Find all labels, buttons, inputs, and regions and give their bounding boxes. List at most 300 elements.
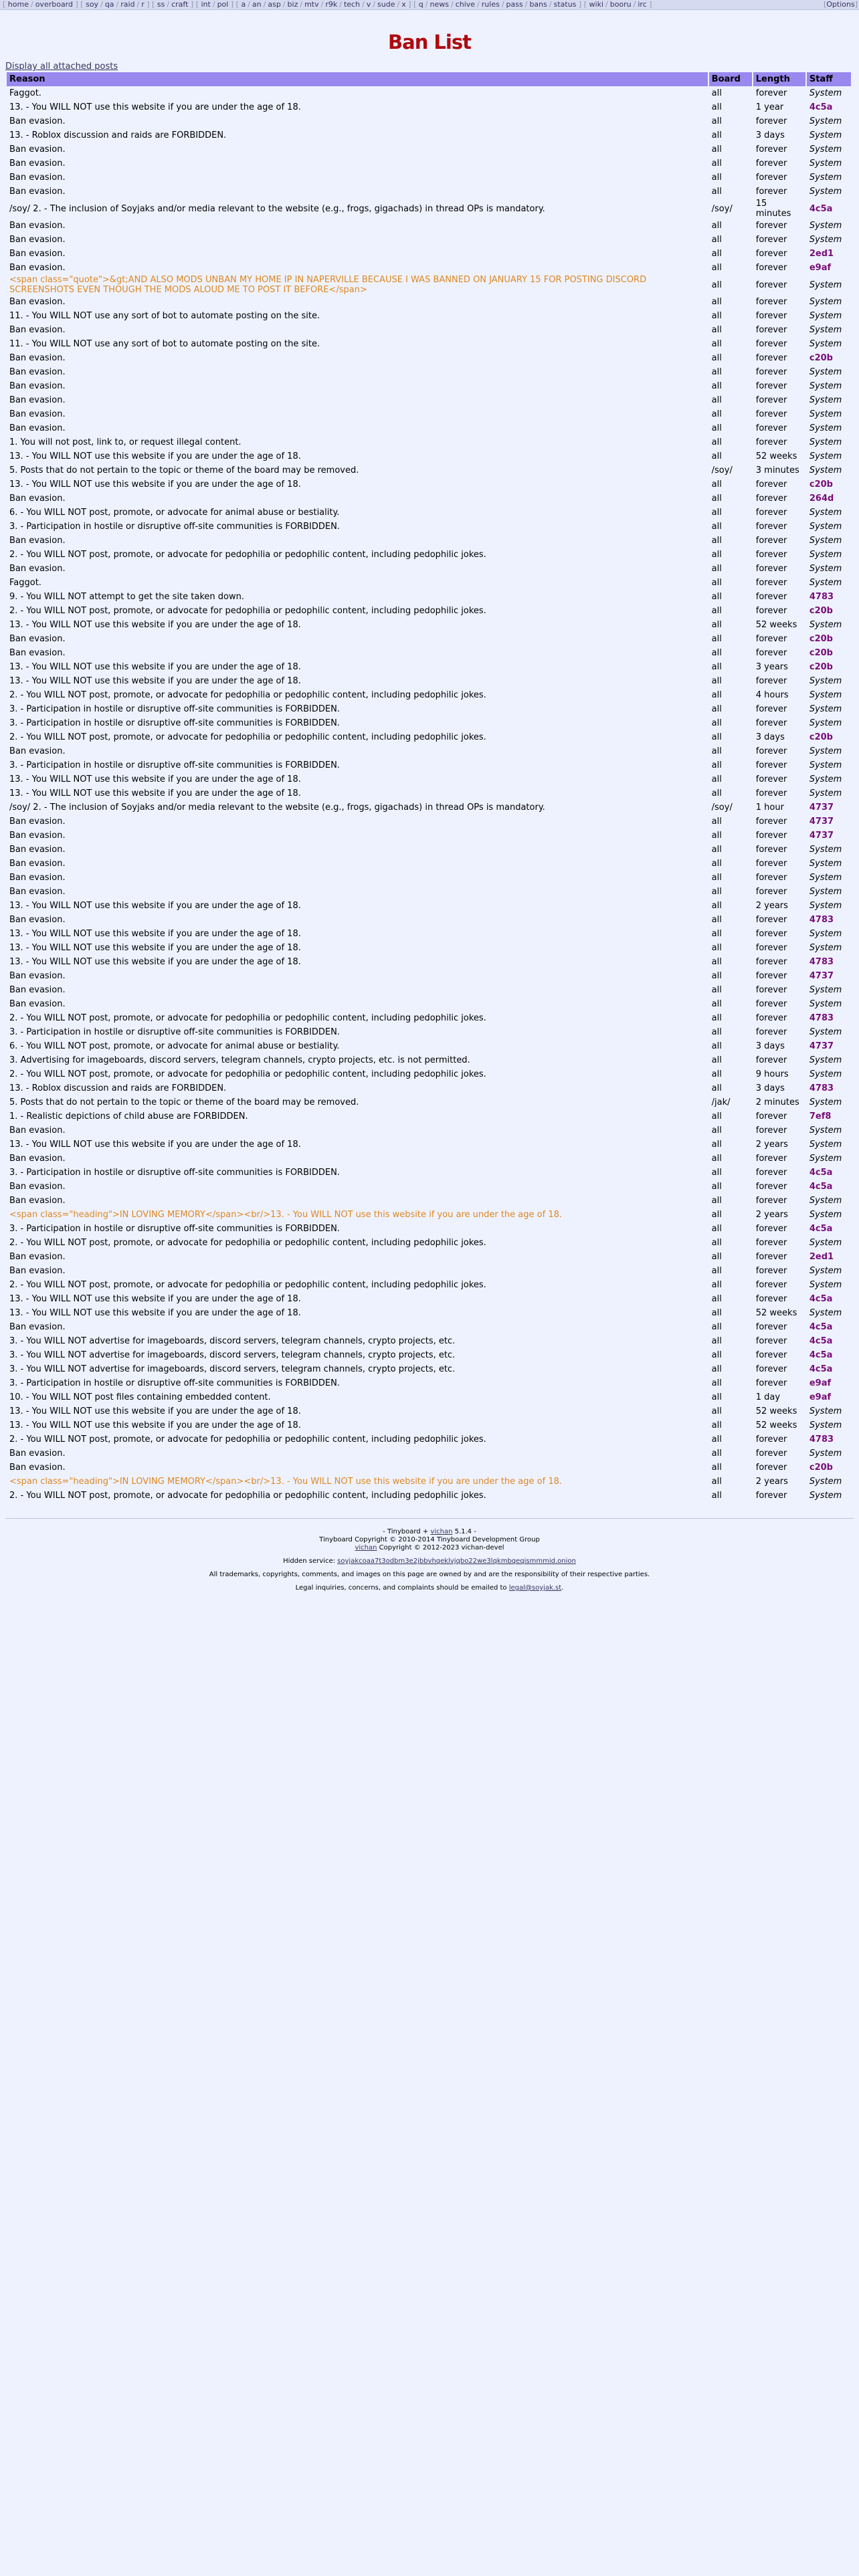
ban-reason: 3. - You WILL NOT advertise for imageboards, discord servers, telegram channels, crypto projects, etc. xyxy=(9,1350,456,1360)
vichan-devel-link[interactable]: vichan xyxy=(355,1544,377,1551)
ban-staff: System xyxy=(809,423,842,433)
options-link[interactable]: Options xyxy=(826,0,855,9)
ban-board: all xyxy=(711,102,722,112)
legal-prefix: Legal inquiries, concerns, and complaints should be emailed to xyxy=(295,1584,507,1592)
ban-reason: 2. - You WILL NOT post, promote, or advocate for pedophilia or pedophilic content, including pedophilic jokes. xyxy=(9,606,486,616)
ban-length: forever xyxy=(755,339,787,349)
ban-board: all xyxy=(711,1322,722,1332)
nav-link-status[interactable]: status xyxy=(553,0,577,9)
table-row xyxy=(7,449,851,463)
ban-reason: 3. - Participation in hostile or disruptive off-site communities is FORBIDDEN. xyxy=(9,718,340,728)
ban-staff: e9af xyxy=(809,1392,832,1402)
ban-staff: System xyxy=(809,88,842,98)
ban-staff: System xyxy=(809,1491,842,1501)
ban-reason: Ban evasion. xyxy=(9,1125,66,1136)
ban-staff: System xyxy=(809,221,842,231)
board-navigation xyxy=(3,0,652,9)
ban-reason: 3. - Participation in hostile or disruptive off-site communities is FORBIDDEN. xyxy=(9,704,340,714)
ban-reason: 13. - You WILL NOT use this website if you are under the age of 18. xyxy=(9,1140,301,1150)
ban-reason: <span class="quote">&gt;AND ALSO MODS UNBAN MY HOME IP IN NAPERVILLE BECAUSE I WAS BANNED ON JANUARY 15 FOR POSTING DISCORD SCREENSHOTS EVEN THOUGH THE MODS ALOUD ME TO POST IT BEFORE</span> xyxy=(9,275,647,295)
nav-link-qa[interactable]: qa xyxy=(104,0,114,9)
ban-reason: 13. - You WILL NOT use this website if you are under the age of 18. xyxy=(9,901,301,911)
ban-length: forever xyxy=(755,634,787,644)
ban-staff: 4c5a xyxy=(809,1350,833,1360)
ban-board: all xyxy=(711,957,722,967)
ban-board: all xyxy=(711,1350,722,1360)
ban-length: forever xyxy=(755,1252,787,1262)
ban-staff: System xyxy=(809,676,842,686)
ban-board: all xyxy=(711,1069,722,1079)
ban-length: 3 days xyxy=(755,130,785,140)
ban-reason: Ban evasion. xyxy=(9,1252,66,1262)
ban-board: all xyxy=(711,1111,722,1121)
ban-board: all xyxy=(711,901,722,911)
nav-link-a[interactable]: a xyxy=(241,0,246,9)
ban-reason: 13. - You WILL NOT use this website if you are under the age of 18. xyxy=(9,102,301,112)
table-row xyxy=(7,843,851,857)
table-row xyxy=(7,1109,851,1123)
table-row xyxy=(7,1320,851,1334)
ban-reason: Ban evasion. xyxy=(9,187,66,197)
table-row xyxy=(7,1432,851,1446)
ban-board: all xyxy=(711,676,722,686)
ban-reason: Ban evasion. xyxy=(9,1154,66,1164)
ban-board: all xyxy=(711,423,722,433)
ban-staff: System xyxy=(809,718,842,728)
table-row xyxy=(7,646,851,660)
ban-length: forever xyxy=(755,423,787,433)
ban-length: forever xyxy=(755,1013,787,1023)
ban-length: 3 days xyxy=(755,732,785,742)
trademark-notice: All trademarks, copyrights, comments, and images on this page are owned by and are the responsibility of their respective parties. xyxy=(209,1571,650,1578)
ban-length: forever xyxy=(755,1378,787,1388)
nav-group: [ a / an / asp / biz / mtv / r9k / tech / v / sude / x ] xyxy=(235,0,413,9)
ban-staff: System xyxy=(809,774,842,784)
nav-link-r[interactable]: r xyxy=(141,0,145,9)
ban-length: 3 minutes xyxy=(755,465,799,475)
nav-link-ss[interactable]: ss xyxy=(157,0,165,9)
ban-reason: Ban evasion. xyxy=(9,817,66,827)
ban-staff: 4c5a xyxy=(809,1322,833,1332)
ban-board: all xyxy=(711,746,722,756)
table-row xyxy=(7,758,851,772)
ban-board: all xyxy=(711,1083,722,1093)
ban-board: all xyxy=(711,494,722,504)
nav-link-sude[interactable]: sude xyxy=(377,0,395,9)
ban-length: forever xyxy=(755,116,787,126)
ban-staff: System xyxy=(809,985,842,995)
ban-board: all xyxy=(711,339,722,349)
ban-staff: System xyxy=(809,395,842,405)
ban-reason: 3. - Participation in hostile or disruptive off-site communities is FORBIDDEN. xyxy=(9,1168,340,1178)
nav-link-chive[interactable]: chive xyxy=(455,0,476,9)
table-row xyxy=(7,815,851,829)
ban-length: forever xyxy=(755,971,787,981)
table-row xyxy=(7,562,851,576)
ban-staff: 4c5a xyxy=(809,1168,833,1178)
ban-length: 52 weeks xyxy=(755,451,797,461)
ban-board: all xyxy=(711,1364,722,1374)
ban-board: all xyxy=(711,873,722,883)
onion-link[interactable]: soyjakcoaa7t3odbm3e2jbbvhqeklvjqbo22we3lqkmbqeqismmmid.onion xyxy=(337,1558,576,1565)
ban-length: forever xyxy=(755,1448,787,1459)
table-row xyxy=(7,1292,851,1306)
ban-staff: 264d xyxy=(809,494,834,504)
ban-length: forever xyxy=(755,1238,787,1248)
ban-reason: Ban evasion. xyxy=(9,173,66,183)
ban-staff: System xyxy=(809,173,842,183)
ban-board: all xyxy=(711,550,722,560)
ban-length: forever xyxy=(755,788,787,798)
ban-board: all xyxy=(711,130,722,140)
ban-staff: System xyxy=(809,873,842,883)
ban-board: all xyxy=(711,263,722,273)
ban-staff: 4c5a xyxy=(809,1336,833,1346)
vichan-link[interactable]: vichan xyxy=(430,1528,453,1535)
ban-board: all xyxy=(711,1140,722,1150)
ban-reason: Ban evasion. xyxy=(9,297,66,307)
nav-link-news[interactable]: news xyxy=(430,0,449,9)
ban-staff: 4737 xyxy=(809,1041,834,1051)
ban-reason: 1. - Realistic depictions of child abuse are FORBIDDEN. xyxy=(9,1111,248,1121)
nav-link-v[interactable]: v xyxy=(366,0,371,9)
ban-reason: Ban evasion. xyxy=(9,648,66,658)
table-row xyxy=(7,871,851,885)
table-row xyxy=(7,674,851,688)
ban-board: all xyxy=(711,634,722,644)
table-row xyxy=(7,1306,851,1320)
ban-board: all xyxy=(711,1336,722,1346)
ban-board: all xyxy=(711,578,722,588)
display-all-posts-link[interactable]: Display all attached posts xyxy=(5,62,118,72)
ban-reason: Ban evasion. xyxy=(9,915,66,925)
vichan-copyright: Copyright © 2012-2023 vichan-devel xyxy=(379,1544,504,1551)
ban-reason: Ban evasion. xyxy=(9,144,66,154)
ban-board: all xyxy=(711,718,722,728)
nav-link-overboard[interactable]: overboard xyxy=(35,0,73,9)
ban-length: forever xyxy=(755,249,787,259)
ban-reason: Ban evasion. xyxy=(9,1463,66,1473)
ban-staff: 4737 xyxy=(809,831,834,841)
ban-board: all xyxy=(711,1238,722,1248)
ban-staff: System xyxy=(809,1196,842,1206)
table-row xyxy=(7,772,851,786)
ban-staff: System xyxy=(809,508,842,518)
nav-link-r9k[interactable]: r9k xyxy=(325,0,338,9)
ban-board: all xyxy=(711,760,722,770)
ban-staff: e9af xyxy=(809,263,832,273)
ban-length: forever xyxy=(755,536,787,546)
table-row xyxy=(7,927,851,941)
table-row xyxy=(7,1250,851,1264)
ban-reason: 9. - You WILL NOT attempt to get the site taken down. xyxy=(9,592,244,602)
ban-staff: System xyxy=(809,144,842,154)
table-row xyxy=(7,1461,851,1475)
ban-board: all xyxy=(711,173,722,183)
nav-link-home[interactable]: home xyxy=(7,0,29,9)
ban-reason: 3. - Participation in hostile or disruptive off-site communities is FORBIDDEN. xyxy=(9,1027,340,1037)
ban-reason: Ban evasion. xyxy=(9,859,66,869)
column-header-staff[interactable]: Staff xyxy=(807,72,851,86)
ban-reason: 2. - You WILL NOT post, promote, or advocate for pedophilia or pedophilic content, including pedophilic jokes. xyxy=(9,1069,486,1079)
nav-link-pol[interactable]: pol xyxy=(217,0,229,9)
ban-length: 52 weeks xyxy=(755,1420,797,1430)
table-row xyxy=(7,275,851,295)
ban-length: 52 weeks xyxy=(755,620,797,630)
ban-length: forever xyxy=(755,173,787,183)
ban-staff: System xyxy=(809,1055,842,1065)
ban-board: all xyxy=(711,1154,722,1164)
table-row xyxy=(7,1278,851,1292)
nav-link-an[interactable]: an xyxy=(252,0,262,9)
ban-reason: Ban evasion. xyxy=(9,494,66,504)
ban-length: forever xyxy=(755,746,787,756)
ban-staff: 4737 xyxy=(809,971,834,981)
nav-link-x[interactable]: x xyxy=(401,0,406,9)
ban-length: forever xyxy=(755,280,787,290)
column-header-reason[interactable]: Reason xyxy=(7,72,708,86)
table-row xyxy=(7,492,851,506)
table-row xyxy=(7,983,851,997)
ban-staff: System xyxy=(809,1448,842,1459)
ban-length: forever xyxy=(755,887,787,897)
ban-length: forever xyxy=(755,1196,787,1206)
legal-email-link[interactable]: legal@soyjak.st xyxy=(508,1584,562,1592)
ban-length: forever xyxy=(755,1322,787,1332)
ban-reason: Ban evasion. xyxy=(9,873,66,883)
ban-reason: 13. - You WILL NOT use this website if you are under the age of 18. xyxy=(9,943,301,953)
table-row xyxy=(7,716,851,730)
ban-length: forever xyxy=(755,1336,787,1346)
ban-length: forever xyxy=(755,760,787,770)
ban-board: all xyxy=(711,437,722,447)
ban-reason: Ban evasion. xyxy=(9,409,66,419)
ban-length: forever xyxy=(755,494,787,504)
ban-reason: 13. - You WILL NOT use this website if you are under the age of 18. xyxy=(9,1294,301,1304)
nav-link-bans[interactable]: bans xyxy=(529,0,547,9)
ban-reason: 13. - You WILL NOT use this website if you are under the age of 18. xyxy=(9,676,301,686)
column-header-length[interactable]: Length xyxy=(753,72,805,86)
table-row xyxy=(7,323,851,337)
nav-link-rules[interactable]: rules xyxy=(481,0,500,9)
nav-link-asp[interactable]: asp xyxy=(268,0,281,9)
ban-staff: System xyxy=(809,859,842,869)
ban-length: 3 days xyxy=(755,1083,785,1093)
ban-staff: c20b xyxy=(809,606,833,616)
ban-staff: System xyxy=(809,1238,842,1248)
table-row xyxy=(7,618,851,632)
table-row xyxy=(7,576,851,590)
ban-board: all xyxy=(711,395,722,405)
ban-length: forever xyxy=(755,929,787,939)
footer-version-prefix: - Tinyboard + xyxy=(383,1528,429,1535)
ban-staff: System xyxy=(809,690,842,700)
ban-staff: System xyxy=(809,578,842,588)
ban-board: all xyxy=(711,859,722,869)
ban-staff: e9af xyxy=(809,1378,832,1388)
ban-reason: Ban evasion. xyxy=(9,831,66,841)
ban-length: forever xyxy=(755,1350,787,1360)
ban-staff: System xyxy=(809,845,842,855)
ban-staff: 4783 xyxy=(809,1083,834,1093)
table-row xyxy=(7,1123,851,1138)
ban-length: forever xyxy=(755,235,787,245)
ban-board: all xyxy=(711,221,722,231)
ban-length: forever xyxy=(755,676,787,686)
ban-board: all xyxy=(711,1434,722,1444)
ban-reason: 2. - You WILL NOT post, promote, or advocate for pedophilia or pedophilic content, including pedophilic jokes. xyxy=(9,1013,486,1023)
ban-length: forever xyxy=(755,1280,787,1290)
footer-version xyxy=(0,1528,859,1552)
ban-reason: Ban evasion. xyxy=(9,116,66,126)
table-row xyxy=(7,477,851,492)
ban-length: forever xyxy=(755,1154,787,1164)
table-row xyxy=(7,351,851,365)
table-row xyxy=(7,534,851,548)
table-row xyxy=(7,969,851,983)
ban-staff: System xyxy=(809,297,842,307)
table-row xyxy=(7,309,851,323)
ban-staff: 4783 xyxy=(809,1434,834,1444)
ban-board: all xyxy=(711,1055,722,1065)
ban-length: forever xyxy=(755,479,787,490)
table-row xyxy=(7,688,851,702)
ban-reason: 3. - Participation in hostile or disruptive off-site communities is FORBIDDEN. xyxy=(9,1224,340,1234)
ban-reason: Ban evasion. xyxy=(9,746,66,756)
table-row xyxy=(7,407,851,421)
ban-staff: 4783 xyxy=(809,915,834,925)
ban-length: forever xyxy=(755,817,787,827)
ban-reason: 3. - You WILL NOT advertise for imageboards, discord servers, telegram channels, crypto projects, etc. xyxy=(9,1364,456,1374)
ban-reason: Ban evasion. xyxy=(9,985,66,995)
ban-length: 2 years xyxy=(755,1477,788,1487)
table-row xyxy=(7,247,851,261)
ban-reason: 13. - Roblox discussion and raids are FORBIDDEN. xyxy=(9,130,227,140)
ban-board: all xyxy=(711,280,722,290)
ban-reason: 13. - You WILL NOT use this website if you are under the age of 18. xyxy=(9,957,301,967)
table-row xyxy=(7,1180,851,1194)
ban-reason: Ban evasion. xyxy=(9,999,66,1009)
nav-link-tech[interactable]: tech xyxy=(343,0,361,9)
ban-board: all xyxy=(711,1294,722,1304)
nav-link-craft[interactable]: craft xyxy=(171,0,189,9)
table-row xyxy=(7,520,851,534)
ban-length: 52 weeks xyxy=(755,1308,797,1318)
table-row xyxy=(7,702,851,716)
ban-board: all xyxy=(711,479,722,490)
ban-board: all xyxy=(711,732,722,742)
ban-length: forever xyxy=(755,564,787,574)
table-row xyxy=(7,1362,851,1376)
nav-group: [ ss / craft ] xyxy=(152,0,196,9)
ban-length: forever xyxy=(755,311,787,321)
ban-length: 1 year xyxy=(755,102,784,112)
ban-reason: Ban evasion. xyxy=(9,1196,66,1206)
table-row xyxy=(7,1208,851,1222)
nav-link-raid[interactable]: raid xyxy=(120,0,135,9)
ban-staff: System xyxy=(809,1420,842,1430)
ban-length: forever xyxy=(755,395,787,405)
nav-link-wiki[interactable]: wiki xyxy=(589,0,603,9)
nav-link-soy[interactable]: soy xyxy=(86,0,99,9)
ban-reason: Ban evasion. xyxy=(9,325,66,335)
ban-board: all xyxy=(711,999,722,1009)
ban-staff: System xyxy=(809,130,842,140)
table-row xyxy=(7,800,851,815)
ban-board: all xyxy=(711,367,722,377)
nav-link-pass[interactable]: pass xyxy=(506,0,523,9)
ban-board: all xyxy=(711,662,722,672)
top-navigation-bar xyxy=(0,0,859,10)
nav-link-booru[interactable]: booru xyxy=(609,0,632,9)
ban-board: all xyxy=(711,971,722,981)
table-row xyxy=(7,233,851,247)
nav-group: [ q / news / chive / rules / pass / bans / status ] xyxy=(413,0,584,9)
table-row xyxy=(7,1166,851,1180)
table-row xyxy=(7,185,851,199)
ban-staff: 4c5a xyxy=(809,1294,833,1304)
ban-length: 15 minutes xyxy=(755,199,791,219)
ban-length: forever xyxy=(755,648,787,658)
table-row xyxy=(7,913,851,927)
ban-board: all xyxy=(711,648,722,658)
ban-staff: c20b xyxy=(809,1463,833,1473)
ban-reason: 3. Advertising for imageboards, discord servers, telegram channels, crypto projects, etc. is not permitted. xyxy=(9,1055,470,1065)
ban-staff: System xyxy=(809,1280,842,1290)
table-row xyxy=(7,1039,851,1053)
ban-length: 2 years xyxy=(755,1140,788,1150)
legal-notice xyxy=(0,1584,859,1592)
ban-staff: 4783 xyxy=(809,957,834,967)
ban-board: all xyxy=(711,915,722,925)
ban-reason: 1. You will not post, link to, or request illegal content. xyxy=(9,437,242,447)
column-header-board[interactable]: Board xyxy=(709,72,752,86)
ban-reason: 2. - You WILL NOT post, promote, or advocate for pedophilia or pedophilic content, including pedophilic jokes. xyxy=(9,732,486,742)
nav-group: [ home / overboard ] xyxy=(3,0,81,9)
ban-length: forever xyxy=(755,718,787,728)
ban-reason: Ban evasion. xyxy=(9,845,66,855)
ban-reason: 2. - You WILL NOT post, promote, or advocate for pedophilia or pedophilic content, including pedophilic jokes. xyxy=(9,690,486,700)
nav-link-mtv[interactable]: mtv xyxy=(304,0,319,9)
ban-staff: c20b xyxy=(809,634,833,644)
nav-group: [ int / pol ] xyxy=(195,0,236,9)
ban-reason: Ban evasion. xyxy=(9,395,66,405)
ban-length: forever xyxy=(755,1294,787,1304)
table-row xyxy=(7,1348,851,1362)
ban-reason: Ban evasion. xyxy=(9,1448,66,1459)
ban-board: all xyxy=(711,985,722,995)
table-row xyxy=(7,590,851,604)
ban-reason: Ban evasion. xyxy=(9,221,66,231)
ban-board: all xyxy=(711,704,722,714)
ban-board: all xyxy=(711,409,722,419)
nav-link-int[interactable]: int xyxy=(201,0,211,9)
ban-staff: System xyxy=(809,522,842,532)
nav-link-biz[interactable]: biz xyxy=(287,0,298,9)
nav-link-q[interactable]: q xyxy=(418,0,423,9)
ban-staff: System xyxy=(809,280,842,290)
ban-length: 52 weeks xyxy=(755,1406,797,1416)
nav-link-irc[interactable]: irc xyxy=(638,0,647,9)
ban-length: forever xyxy=(755,508,787,518)
ban-staff: c20b xyxy=(809,353,833,363)
ban-board: all xyxy=(711,1392,722,1402)
ban-list-table xyxy=(5,72,852,1503)
ban-board: all xyxy=(711,508,722,518)
table-row xyxy=(7,1067,851,1081)
ban-board: all xyxy=(711,187,722,197)
ban-reason: 6. - You WILL NOT post, promote, or advocate for animal abuse or bestiality. xyxy=(9,1041,340,1051)
